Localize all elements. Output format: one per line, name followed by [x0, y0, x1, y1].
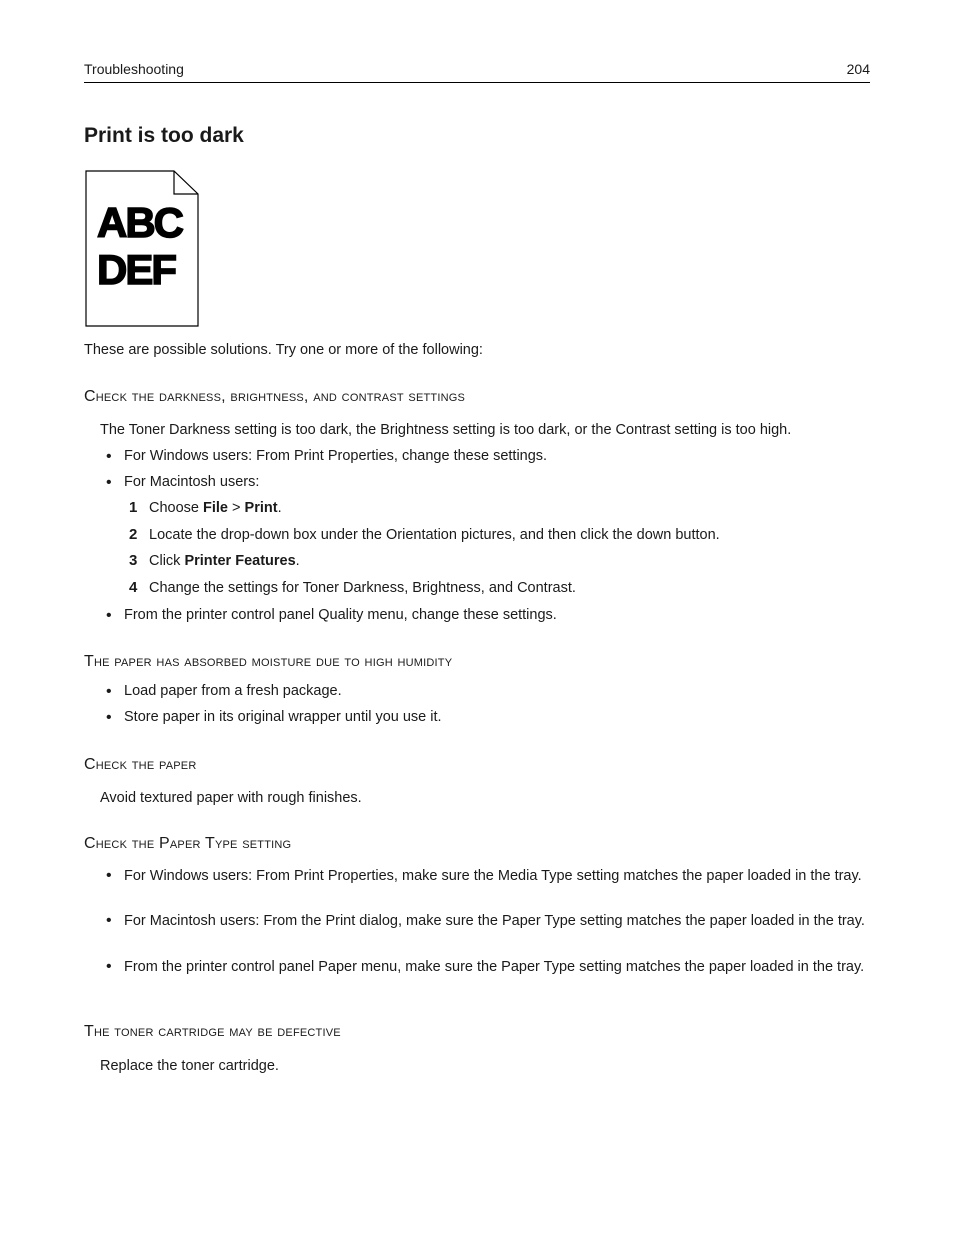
bullet-marker: • — [106, 607, 112, 624]
section-darkness-text: The Toner Darkness setting is too dark, the Brightness setting is too dark, or the Contrast setting is too high. — [100, 422, 792, 438]
bullet-marker: • — [106, 448, 112, 465]
bullet-windows-settings: For Windows users: From Print Properties, change these settings. — [124, 448, 548, 464]
step-number: 1 — [129, 499, 138, 516]
bullet-macintosh-paper-type: For Macintosh users: From the Print dialog, make sure the Paper Type setting matches the paper loaded in the tray. — [124, 913, 865, 929]
bullet-marker: • — [106, 683, 112, 700]
intro-text: These are possible solutions. Try one or more of the following: — [84, 342, 483, 358]
page-header — [84, 60, 870, 83]
bullet-marker: • — [106, 958, 112, 975]
step-number: 2 — [129, 526, 138, 543]
step-number: 4 — [129, 579, 138, 596]
section-heading-humidity: The paper has absorbed moisture due to high humidity — [84, 653, 453, 670]
step-change-settings: Change the settings for Toner Darkness, Brightness, and Contrast. — [149, 580, 576, 596]
section-heading-paper-type: Check the Paper Type setting — [84, 835, 292, 852]
bullet-quality-menu: From the printer control panel Quality menu, change these settings. — [124, 607, 557, 623]
bullet-original-wrapper: Store paper in its original wrapper until you use it. — [124, 709, 442, 725]
bullet-macintosh-users: For Macintosh users: — [124, 474, 260, 490]
header-page-number: 204 — [846, 61, 870, 77]
sample-text-abc: ABC — [97, 199, 182, 246]
step-locate-dropdown: Locate the drop-down box under the Orientation pictures, and then click the down button. — [149, 527, 720, 543]
section-heading-toner-defective: The toner cartridge may be defective — [84, 1023, 341, 1040]
page-title: Print is too dark — [84, 124, 244, 147]
bullet-fresh-package: Load paper from a fresh package. — [124, 683, 342, 699]
header-section-title: Troubleshooting — [84, 61, 184, 77]
bullet-marker: • — [106, 709, 112, 726]
bullet-paper-menu: From the printer control panel Paper menu, make sure the Paper Type setting matches the paper loaded in the tray. — [124, 959, 865, 975]
step-click-printer-features: Click Printer Features. — [149, 553, 300, 569]
step-number: 3 — [129, 552, 138, 569]
bullet-marker: • — [106, 474, 112, 491]
section-heading-darkness: Check the darkness, brightness, and contrast settings — [84, 388, 466, 405]
dark-print-sample-illustration — [85, 170, 201, 328]
sample-text-def: DEF — [97, 246, 175, 293]
step-choose-file-print: Choose File > Print. — [149, 500, 282, 516]
bullet-marker: • — [106, 912, 112, 929]
section-check-paper-text: Avoid textured paper with rough finishes. — [100, 790, 362, 806]
section-heading-check-paper: Check the paper — [84, 756, 197, 773]
bullet-windows-media-type: For Windows users: From Print Properties, make sure the Media Type setting matches the paper loaded in the tray. — [124, 868, 862, 884]
section-toner-text: Replace the toner cartridge. — [100, 1058, 279, 1074]
bullet-marker: • — [106, 867, 112, 884]
